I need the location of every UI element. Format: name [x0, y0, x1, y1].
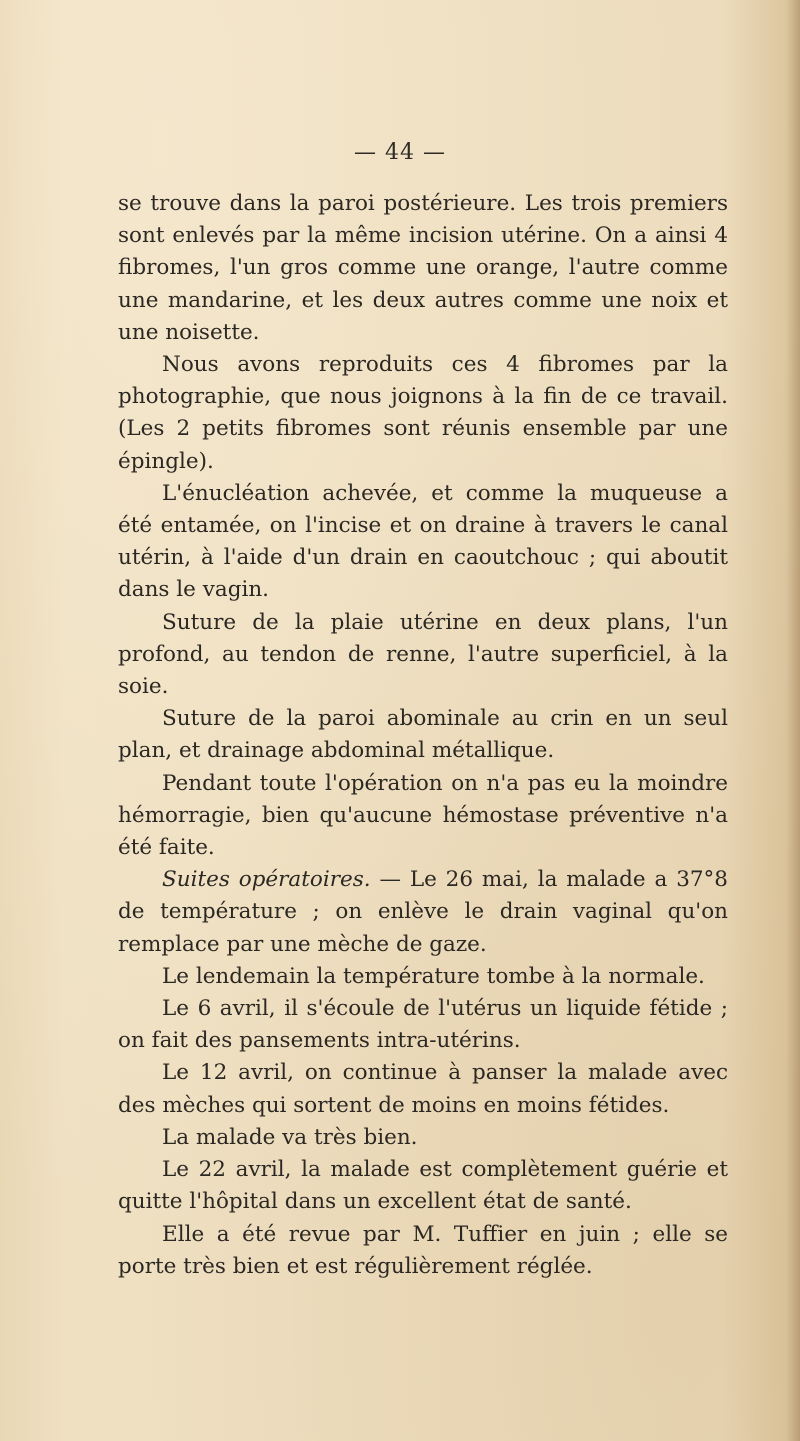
paragraph: L'énucléation achevée, et comme la muqueuse a été entamée, on l'incise et on draine à travers le canal utérin, à l'aide d'un drain en caoutchouc ; qui aboutit dans le vagin. [118, 480, 728, 603]
paragraph: Le 6 avril, il s'écoule de l'utérus un liquide fétide ; on fait des pansements intra-utérins. [118, 996, 728, 1054]
paragraph: La malade va très bien. [162, 1124, 418, 1150]
paragraph-text: — Le 26 mai, la malade a 37°8 de température ; on enlève le drain vaginal qu'on remplace par une mèche de gaze. [118, 867, 728, 957]
paragraph: Pendant toute l'opération on n'a pas eu la moindre hémorragie, bien qu'aucune hémostase préventive n'a été faite. [118, 770, 728, 861]
paragraph: Elle a été revue par M. Tuffier en juin ; elle se porte très bien et est régulièrement réglée. [118, 1221, 728, 1279]
page-edge-shadow [786, 0, 800, 1441]
paragraph: Nous avons reproduits ces 4 fibromes par la photographie, que nous joignons à la fin de ce travail. (Les 2 petits fibromes sont réunis ensemble par une épingle). [118, 352, 728, 474]
paragraph: se trouve dans la paroi postérieure. Les trois premiers sont enlevés par la même incision utérine. On a ainsi 4 fibromes, l'un gros comme une orange, l'autre comme une mandarine, et les deux autres comme une noix et une noisette. [118, 191, 728, 345]
page-number: — 44 — [354, 140, 446, 165]
paragraph: Le 12 avril, on continue à panser la malade avec des mèches qui sortent de moins en moins fétides. [118, 1060, 728, 1118]
paragraph: Suture de la plaie utérine en deux plans, l'un profond, au tendon de renne, l'autre superficiel, à la soie. [118, 609, 728, 700]
paragraph: Suture de la paroi abominale au crin en un seul plan, et drainage abdominal métallique. [118, 706, 728, 764]
body-text [118, 188, 728, 1283]
paragraph: Le lendemain la température tombe à la normale. [162, 963, 705, 989]
paragraph: Le 22 avril, la malade est complètement guérie et quitte l'hôpital dans un excellent état de santé. [118, 1157, 728, 1215]
section-heading: Suites opératoires. [162, 867, 371, 893]
paragraph [118, 864, 728, 961]
